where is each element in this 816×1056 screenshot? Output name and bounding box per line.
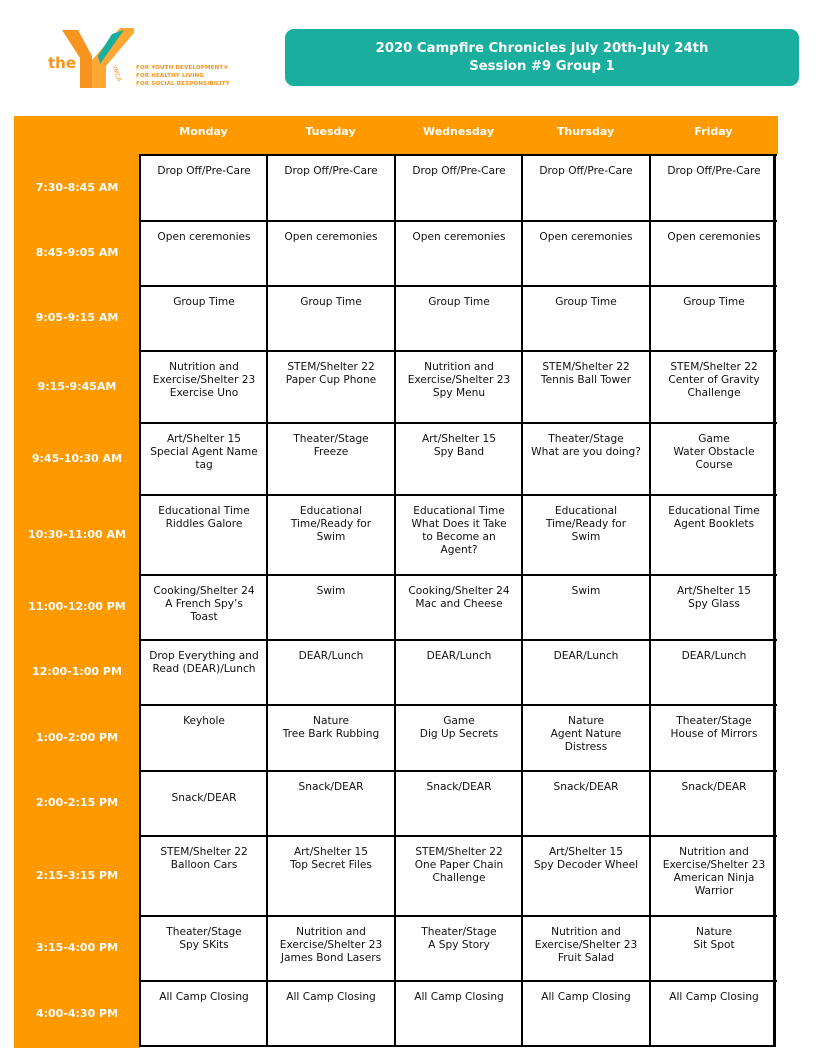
day-header-friday: Friday <box>694 124 733 138</box>
schedule-cell: All Camp Closing <box>521 980 649 1047</box>
schedule-cell: Nutrition and Exercise/Shelter 23 American Ninja Warrior <box>649 835 777 915</box>
time-slot-label: 8:45-9:05 AM <box>35 246 119 259</box>
schedule-cell: Group Time <box>139 285 267 350</box>
schedule-cell: All Camp Closing <box>139 980 267 1047</box>
schedule-cell: STEM/Shelter 22 One Paper Chain Challenge <box>394 835 522 915</box>
time-slot-label: 12:00-1:00 PM <box>32 665 122 678</box>
time-slot-label: 4:00-4:30 PM <box>35 1007 119 1020</box>
schedule-cell: Drop Off/Pre-Care <box>266 154 394 220</box>
schedule-cell: Educational Time/Ready for Swim <box>266 494 394 574</box>
time-slot-label: 10:30-11:00 AM <box>28 527 126 541</box>
logo-tagline: FOR SOCIAL RESPONSIBILITY <box>136 81 230 87</box>
schedule-cell: Art/Shelter 15 Spy Band <box>394 422 522 494</box>
schedule-title-box <box>285 29 799 86</box>
time-slot-label: 2:15-3:15 PM <box>35 868 119 882</box>
logo-taglines <box>136 64 230 88</box>
schedule-cell: Theater/Stage Spy SKits <box>139 915 267 980</box>
schedule-cell: Snack/DEAR <box>266 770 394 835</box>
schedule-cell: Snack/DEAR <box>649 770 777 835</box>
schedule-cell: Open ceremonies <box>266 220 394 285</box>
schedule-cell: Educational Time Agent Booklets <box>649 494 777 574</box>
schedule-cell: Nutrition and Exercise/Shelter 23 Spy Menu <box>394 350 522 422</box>
time-slot-label: 11:00-12:00 PM <box>28 600 126 613</box>
schedule-cell: Open ceremonies <box>649 220 777 285</box>
schedule-cell: STEM/Shelter 22 Balloon Cars <box>139 835 267 915</box>
schedule-cell: Snack/DEAR <box>394 770 522 835</box>
schedule-cell: Theater/Stage House of Mirrors <box>649 704 777 770</box>
schedule-cell: Game Dig Up Secrets <box>394 704 522 770</box>
logo-vertical-text: YMCA <box>110 64 123 83</box>
schedule-cell: Keyhole <box>139 704 267 770</box>
schedule-cell: Nutrition and Exercise/Shelter 23 Exercise Uno <box>139 350 267 422</box>
schedule-cell: All Camp Closing <box>394 980 522 1047</box>
schedule-cell: Art/Shelter 15 Spy Decoder Wheel <box>521 835 649 915</box>
schedule-cell: DEAR/Lunch <box>521 639 649 704</box>
schedule-cell: All Camp Closing <box>649 980 777 1047</box>
schedule-cell: DEAR/Lunch <box>649 639 777 704</box>
schedule-cell: Snack/DEAR <box>521 770 649 835</box>
schedule-cell: DEAR/Lunch <box>394 639 522 704</box>
schedule-cell: Nature Agent Nature Distress <box>521 704 649 770</box>
schedule-cell: Group Time <box>266 285 394 350</box>
schedule-cell: Group Time <box>521 285 649 350</box>
schedule-cell: Swim <box>521 574 649 639</box>
schedule-cell: Art/Shelter 15 Spy Glass <box>649 574 777 639</box>
schedule-cell: Group Time <box>394 285 522 350</box>
schedule-cell: Drop Off/Pre-Care <box>649 154 777 220</box>
schedule-cell: Theater/Stage What are you doing? <box>521 422 649 494</box>
time-slot-label: 9:45-10:30 AM <box>31 451 123 465</box>
time-slot-label: 7:30-8:45 AM <box>35 180 119 194</box>
schedule-cell: Drop Everything and Read (DEAR)/Lunch <box>139 639 267 704</box>
schedule-cell: Theater/Stage A Spy Story <box>394 915 522 980</box>
schedule-cell: Swim <box>266 574 394 639</box>
time-slot-label: 2:00-2:15 PM <box>35 796 119 809</box>
schedule-cell: Theater/Stage Freeze <box>266 422 394 494</box>
schedule-cell: Open ceremonies <box>394 220 522 285</box>
logo-the-text: the <box>48 54 77 72</box>
logo-tagline: FOR HEALTHY LIVING <box>136 73 204 79</box>
schedule-cell: Art/Shelter 15 Top Secret Files <box>266 835 394 915</box>
schedule-cell: Nature Tree Bark Rubbing <box>266 704 394 770</box>
time-slot-label: 9:05-9:15 AM <box>35 311 119 324</box>
schedule-cell: All Camp Closing <box>266 980 394 1047</box>
schedule-cell: Nature Sit Spot <box>649 915 777 980</box>
schedule-title: 2020 Campfire Chronicles July 20th-July 24th <box>375 40 709 56</box>
schedule-cell: Open ceremonies <box>521 220 649 285</box>
ymca-logo <box>40 26 240 96</box>
time-slot-label: 3:15-4:00 PM <box>35 941 119 954</box>
schedule-cell: Educational Time What Does it Take to Become an Agent? <box>394 494 522 574</box>
schedule-cell: Cooking/Shelter 24 Mac and Cheese <box>394 574 522 639</box>
day-header-tuesday: Tuesday <box>305 124 356 138</box>
schedule-cell: Cooking/Shelter 24 A French Spy’s Toast <box>139 574 267 639</box>
schedule-cell: Drop Off/Pre-Care <box>394 154 522 220</box>
day-header-thursday: Thursday <box>556 124 615 138</box>
day-header-monday: Monday <box>179 124 228 138</box>
time-slot-label: 9:15-9:45AM <box>37 379 117 393</box>
schedule-cell: Educational Time/Ready for Swim <box>521 494 649 574</box>
schedule-cell: Drop Off/Pre-Care <box>521 154 649 220</box>
schedule-cell: Drop Off/Pre-Care <box>139 154 267 220</box>
schedule-cell: Nutrition and Exercise/Shelter 23 Fruit Salad <box>521 915 649 980</box>
schedule-cell: Open ceremonies <box>139 220 267 285</box>
schedule-cell: STEM/Shelter 22 Center of Gravity Challenge <box>649 350 777 422</box>
schedule-cell: Nutrition and Exercise/Shelter 23 James Bond Lasers <box>266 915 394 980</box>
time-slot-label: 1:00-2:00 PM <box>35 730 119 744</box>
schedule-subtitle: Session #9 Group 1 <box>469 58 615 74</box>
day-header-wednesday: Wednesday <box>422 124 495 138</box>
schedule-cell: Game Water Obstacle Course <box>649 422 777 494</box>
schedule-cell: STEM/Shelter 22 Paper Cup Phone <box>266 350 394 422</box>
schedule-cell: Educational Time Riddles Galore <box>139 494 267 574</box>
schedule-cell: Group Time <box>649 285 777 350</box>
ymca-y-icon <box>62 26 134 90</box>
logo-tagline: FOR YOUTH DEVELOPMENT® <box>136 65 229 71</box>
schedule-cell: STEM/Shelter 22 Tennis Ball Tower <box>521 350 649 422</box>
schedule-cell: DEAR/Lunch <box>266 639 394 704</box>
schedule-cell: Snack/DEAR <box>139 770 267 835</box>
schedule-cell: Art/Shelter 15 Special Agent Name tag <box>139 422 267 494</box>
